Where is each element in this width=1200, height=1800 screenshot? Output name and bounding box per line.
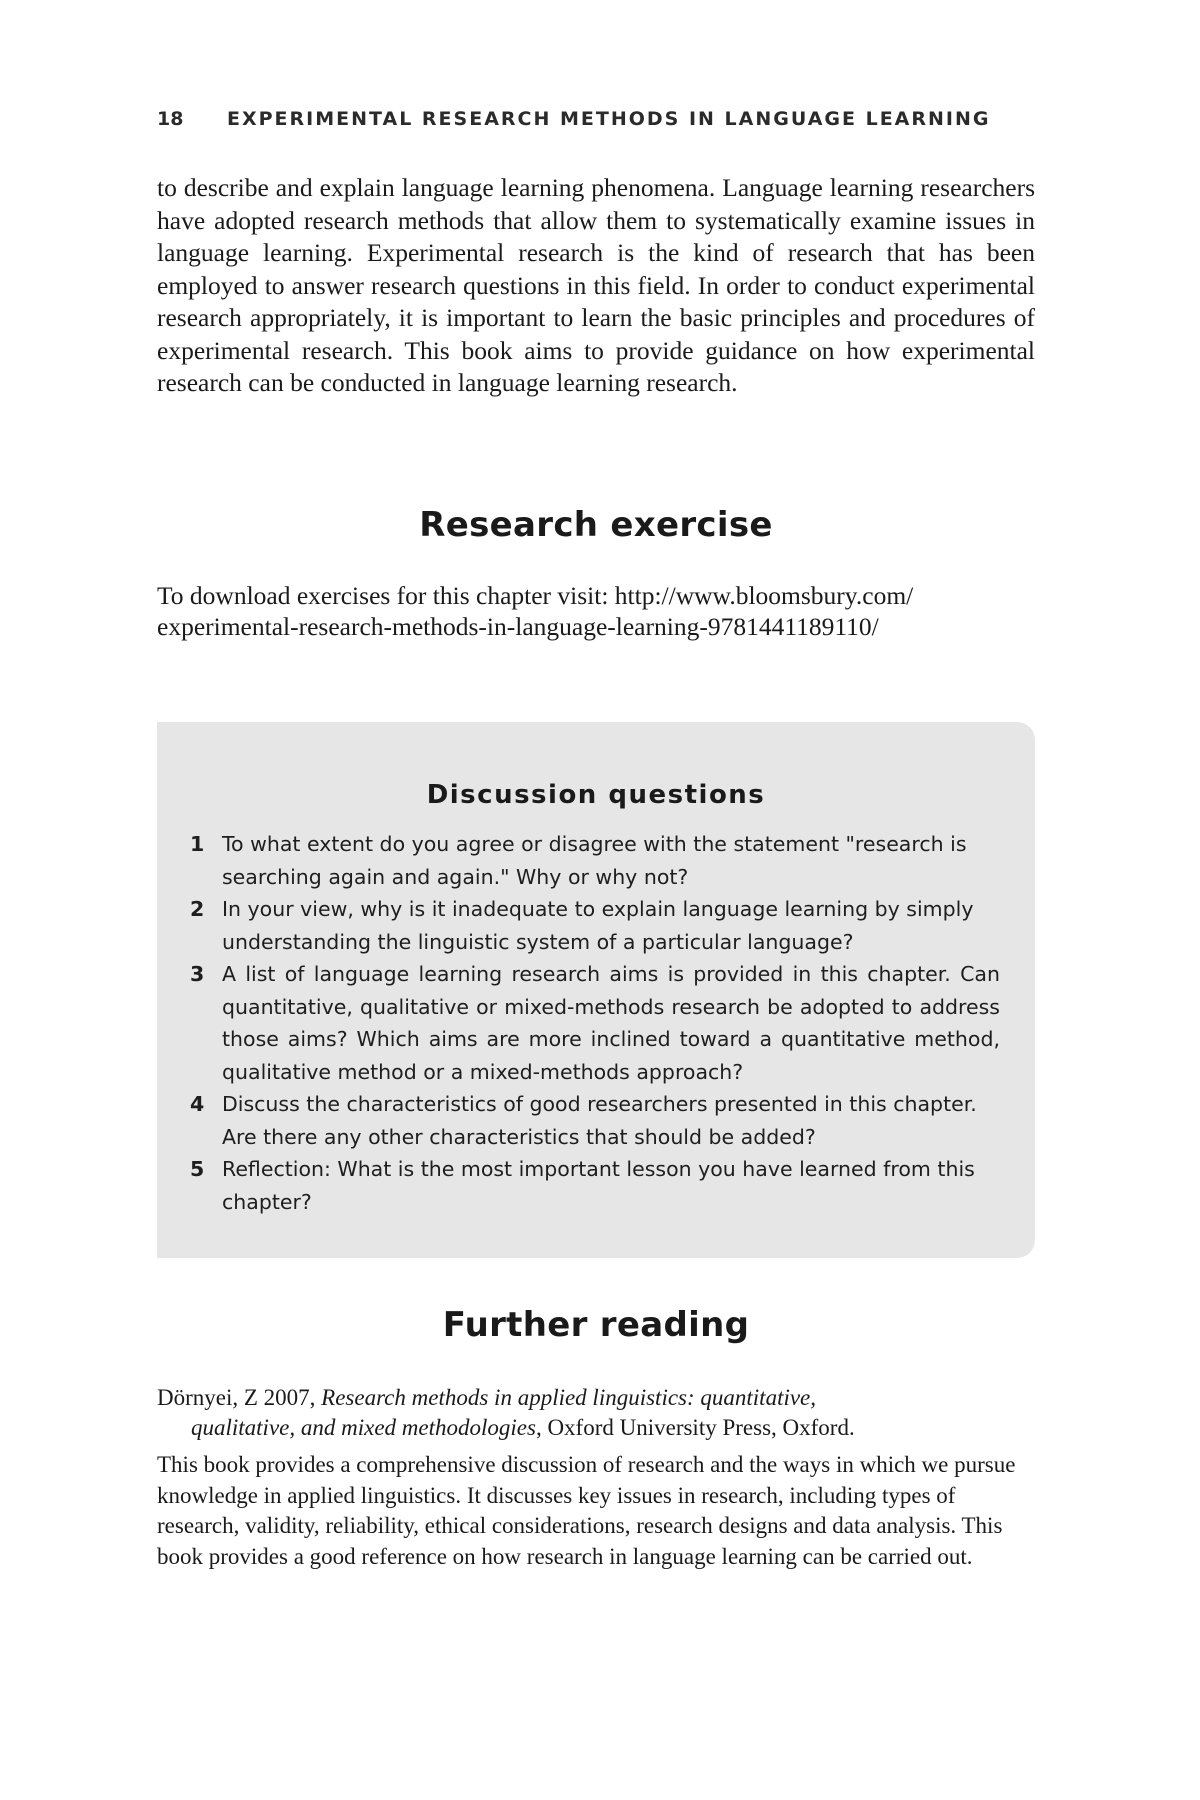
intro-paragraph: to describe and explain language learning phenomena. Language learning researchers have adopted research methods that allow them to systematically examine issues in language learning. Experimental research is the kind of research that has been employed to answer research questions in this field. In order to conduct experimental research appropriately, it is important to learn the basic principles and procedures of experimental research. This book aims to provide guidance on how experimental research can be conducted in language learning research. (157, 173, 1035, 397)
question-number: 4 (190, 1092, 205, 1116)
exercise-link-line-1[interactable]: To download exercises for this chapter visit: http://www.bloomsbury.com/ (157, 581, 914, 610)
question-text: To what extent do you agree or disagree with the statement "research is searching again and again." Why or why not? (222, 832, 967, 889)
question-text: In your view, why is it inadequate to explain language learning by simply understanding the linguistic system of a particular language? (222, 897, 974, 954)
running-head (157, 108, 1035, 130)
reading-description: This book provides a comprehensive discussion of research and the ways in which we pursue knowledge in applied linguistics. It discusses key issues in research, including types of research, validity, reliability, ethical considerations, research designs and data analysis. This book provides a good reference on how research in language learning can be carried out. (157, 1452, 1016, 1569)
reading-citation (157, 1383, 1035, 1443)
citation-second-line (157, 1413, 1035, 1443)
discussion-question (157, 958, 1035, 1088)
question-number: 2 (190, 897, 205, 921)
discussion-question-list (157, 828, 1035, 1218)
question-number: 1 (190, 832, 205, 856)
question-text: Discuss the characteristics of good researchers presented in this chapter. Are there any other characteristics that should be added? (222, 1092, 977, 1149)
question-text: A list of language learning research aims is provided in this chapter. Can quantitative, qualitative or mixed-methods research be adopted to address those aims? Which aims are more inclined toward a quantitative method, qualitative method or a mixed-methods approach? (222, 962, 1000, 1084)
exercise-link-line-2[interactable]: experimental-research-methods-in-language-learning-9781441189110/ (157, 612, 879, 641)
page-number: 18 (157, 108, 184, 130)
research-exercise-text (157, 580, 1035, 642)
discussion-questions-heading: Discussion questions (426, 780, 766, 810)
discussion-question (157, 1153, 1035, 1218)
research-exercise-heading: Research exercise (419, 505, 773, 545)
question-number: 5 (190, 1157, 205, 1181)
discussion-question (157, 893, 1035, 958)
citation-title-part-2: qualitative, and mixed methodologies (191, 1415, 536, 1440)
further-reading-heading: Further reading (442, 1305, 750, 1345)
discussion-questions-box (157, 722, 1035, 1258)
citation-publisher: , Oxford University Press, Oxford. (535, 1415, 855, 1440)
running-head-title: EXPERIMENTAL RESEARCH METHODS IN LANGUAGE LEARNING (227, 108, 991, 130)
question-text: Reflection: What is the most important lesson you have learned from this chapter? (222, 1157, 975, 1214)
citation-author-year: Dörnyei, Z 2007, (157, 1385, 322, 1410)
citation-title-part-1: Research methods in applied linguistics: quantitative, (321, 1385, 817, 1410)
discussion-question (157, 828, 1035, 893)
question-number: 3 (190, 962, 205, 986)
discussion-question (157, 1088, 1035, 1153)
